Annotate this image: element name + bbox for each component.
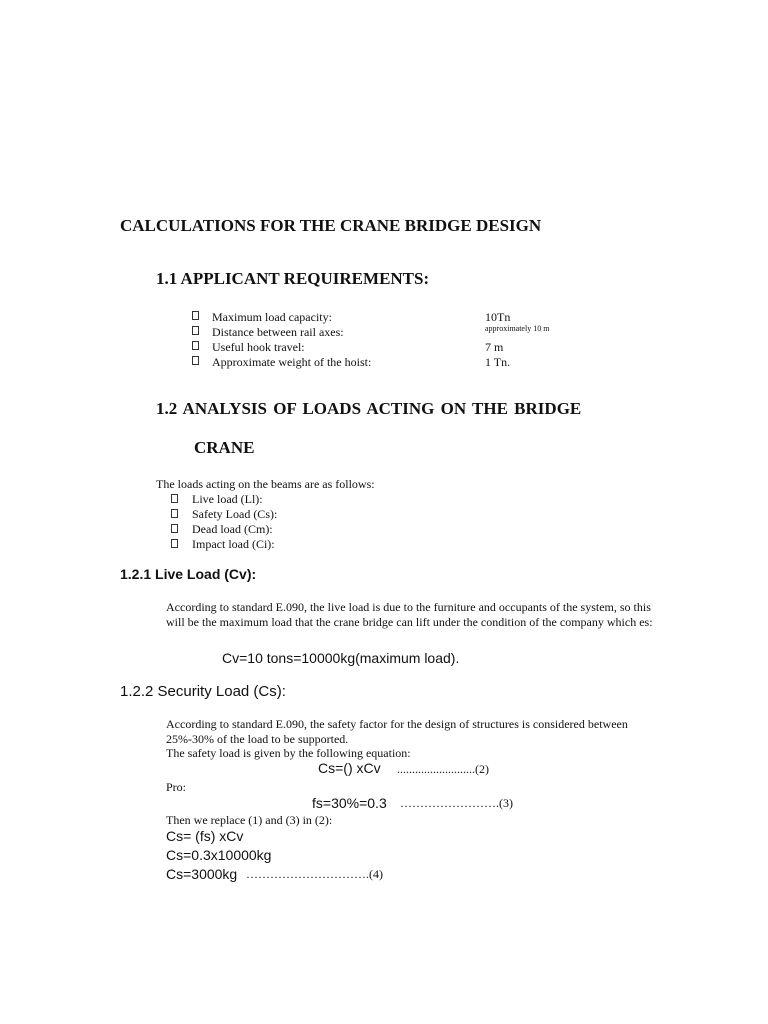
requirement-label: Distance between rail axes: <box>212 325 344 339</box>
checkbox-icon <box>192 356 199 365</box>
load-item: Dead load (Cm): <box>192 522 273 536</box>
checkbox-icon <box>171 509 178 518</box>
safety-load-result: Cs=3000kg <box>166 866 238 882</box>
requirement-value: approximately 10 m <box>485 324 550 333</box>
load-item: Impact load (Ci): <box>192 537 275 551</box>
safety-load-equation: Cs=() xCv <box>318 760 381 776</box>
section-1-2-1-heading: 1.2.1 Live Load (Cv): <box>120 566 257 582</box>
safety-factor-equation: fs=30%=0.3 <box>312 795 387 811</box>
page-title: CALCULATIONS FOR THE CRANE BRIDGE DESIGN <box>120 216 542 235</box>
live-load-paragraph: According to standard E.090, the live load is due to the furniture and occupants of the system, so this will be the maximum load that the crane bridge can lift under the condition of the company which es: <box>166 600 653 629</box>
checkbox-icon <box>171 539 178 548</box>
checkbox-icon <box>171 524 178 533</box>
requirement-label: Maximum load capacity: <box>212 310 332 324</box>
load-item: Live load (Ll): <box>192 492 263 506</box>
requirement-label: Approximate weight of the hoist: <box>212 355 372 369</box>
checkbox-icon <box>192 311 199 320</box>
requirement-label: Useful hook travel: <box>212 340 305 354</box>
checkbox-icon <box>171 494 178 503</box>
section-1-2-heading: 1.2 ANALYSIS OF LOADS ACTING ON THE BRIDGE <box>156 399 582 418</box>
load-item: Safety Load (Cs): <box>192 507 278 521</box>
substitution-equation: Cs= (fs) xCv <box>166 828 244 844</box>
equation-ref: ..........................(2) <box>397 762 489 776</box>
loads-intro: The loads acting on the beams are as follows: <box>156 477 375 491</box>
replace-text: Then we replace (1) and (3) in (2): <box>166 813 333 827</box>
checkbox-icon <box>192 341 199 350</box>
requirement-value: 1 Tn. <box>485 355 511 369</box>
equation-ref: ………………………….(4) <box>246 867 383 881</box>
checkbox-icon <box>192 326 199 335</box>
requirement-value: 7 m <box>485 340 504 354</box>
section-1-2-heading-continued: CRANE <box>194 438 255 457</box>
requirement-value: 10Tn <box>485 310 511 324</box>
safety-load-paragraph: According to standard E.090, the safety factor for the design of structures is considered between 25%-30% of the load to be supported. <box>166 717 628 746</box>
substitution-result: Cs=0.3x10000kg <box>166 847 272 863</box>
live-load-equation: Cv=10 tons=10000kg(maximum load). <box>222 650 460 666</box>
equation-ref: …………………….(3) <box>400 796 513 810</box>
safety-load-equation-intro: The safety load is given by the following equation: <box>166 746 411 760</box>
section-1-2-2-heading: 1.2.2 Security Load (Cs): <box>120 683 286 700</box>
pro-label: Pro: <box>166 780 187 794</box>
section-1-1-heading: 1.1 APPLICANT REQUIREMENTS: <box>156 269 430 288</box>
